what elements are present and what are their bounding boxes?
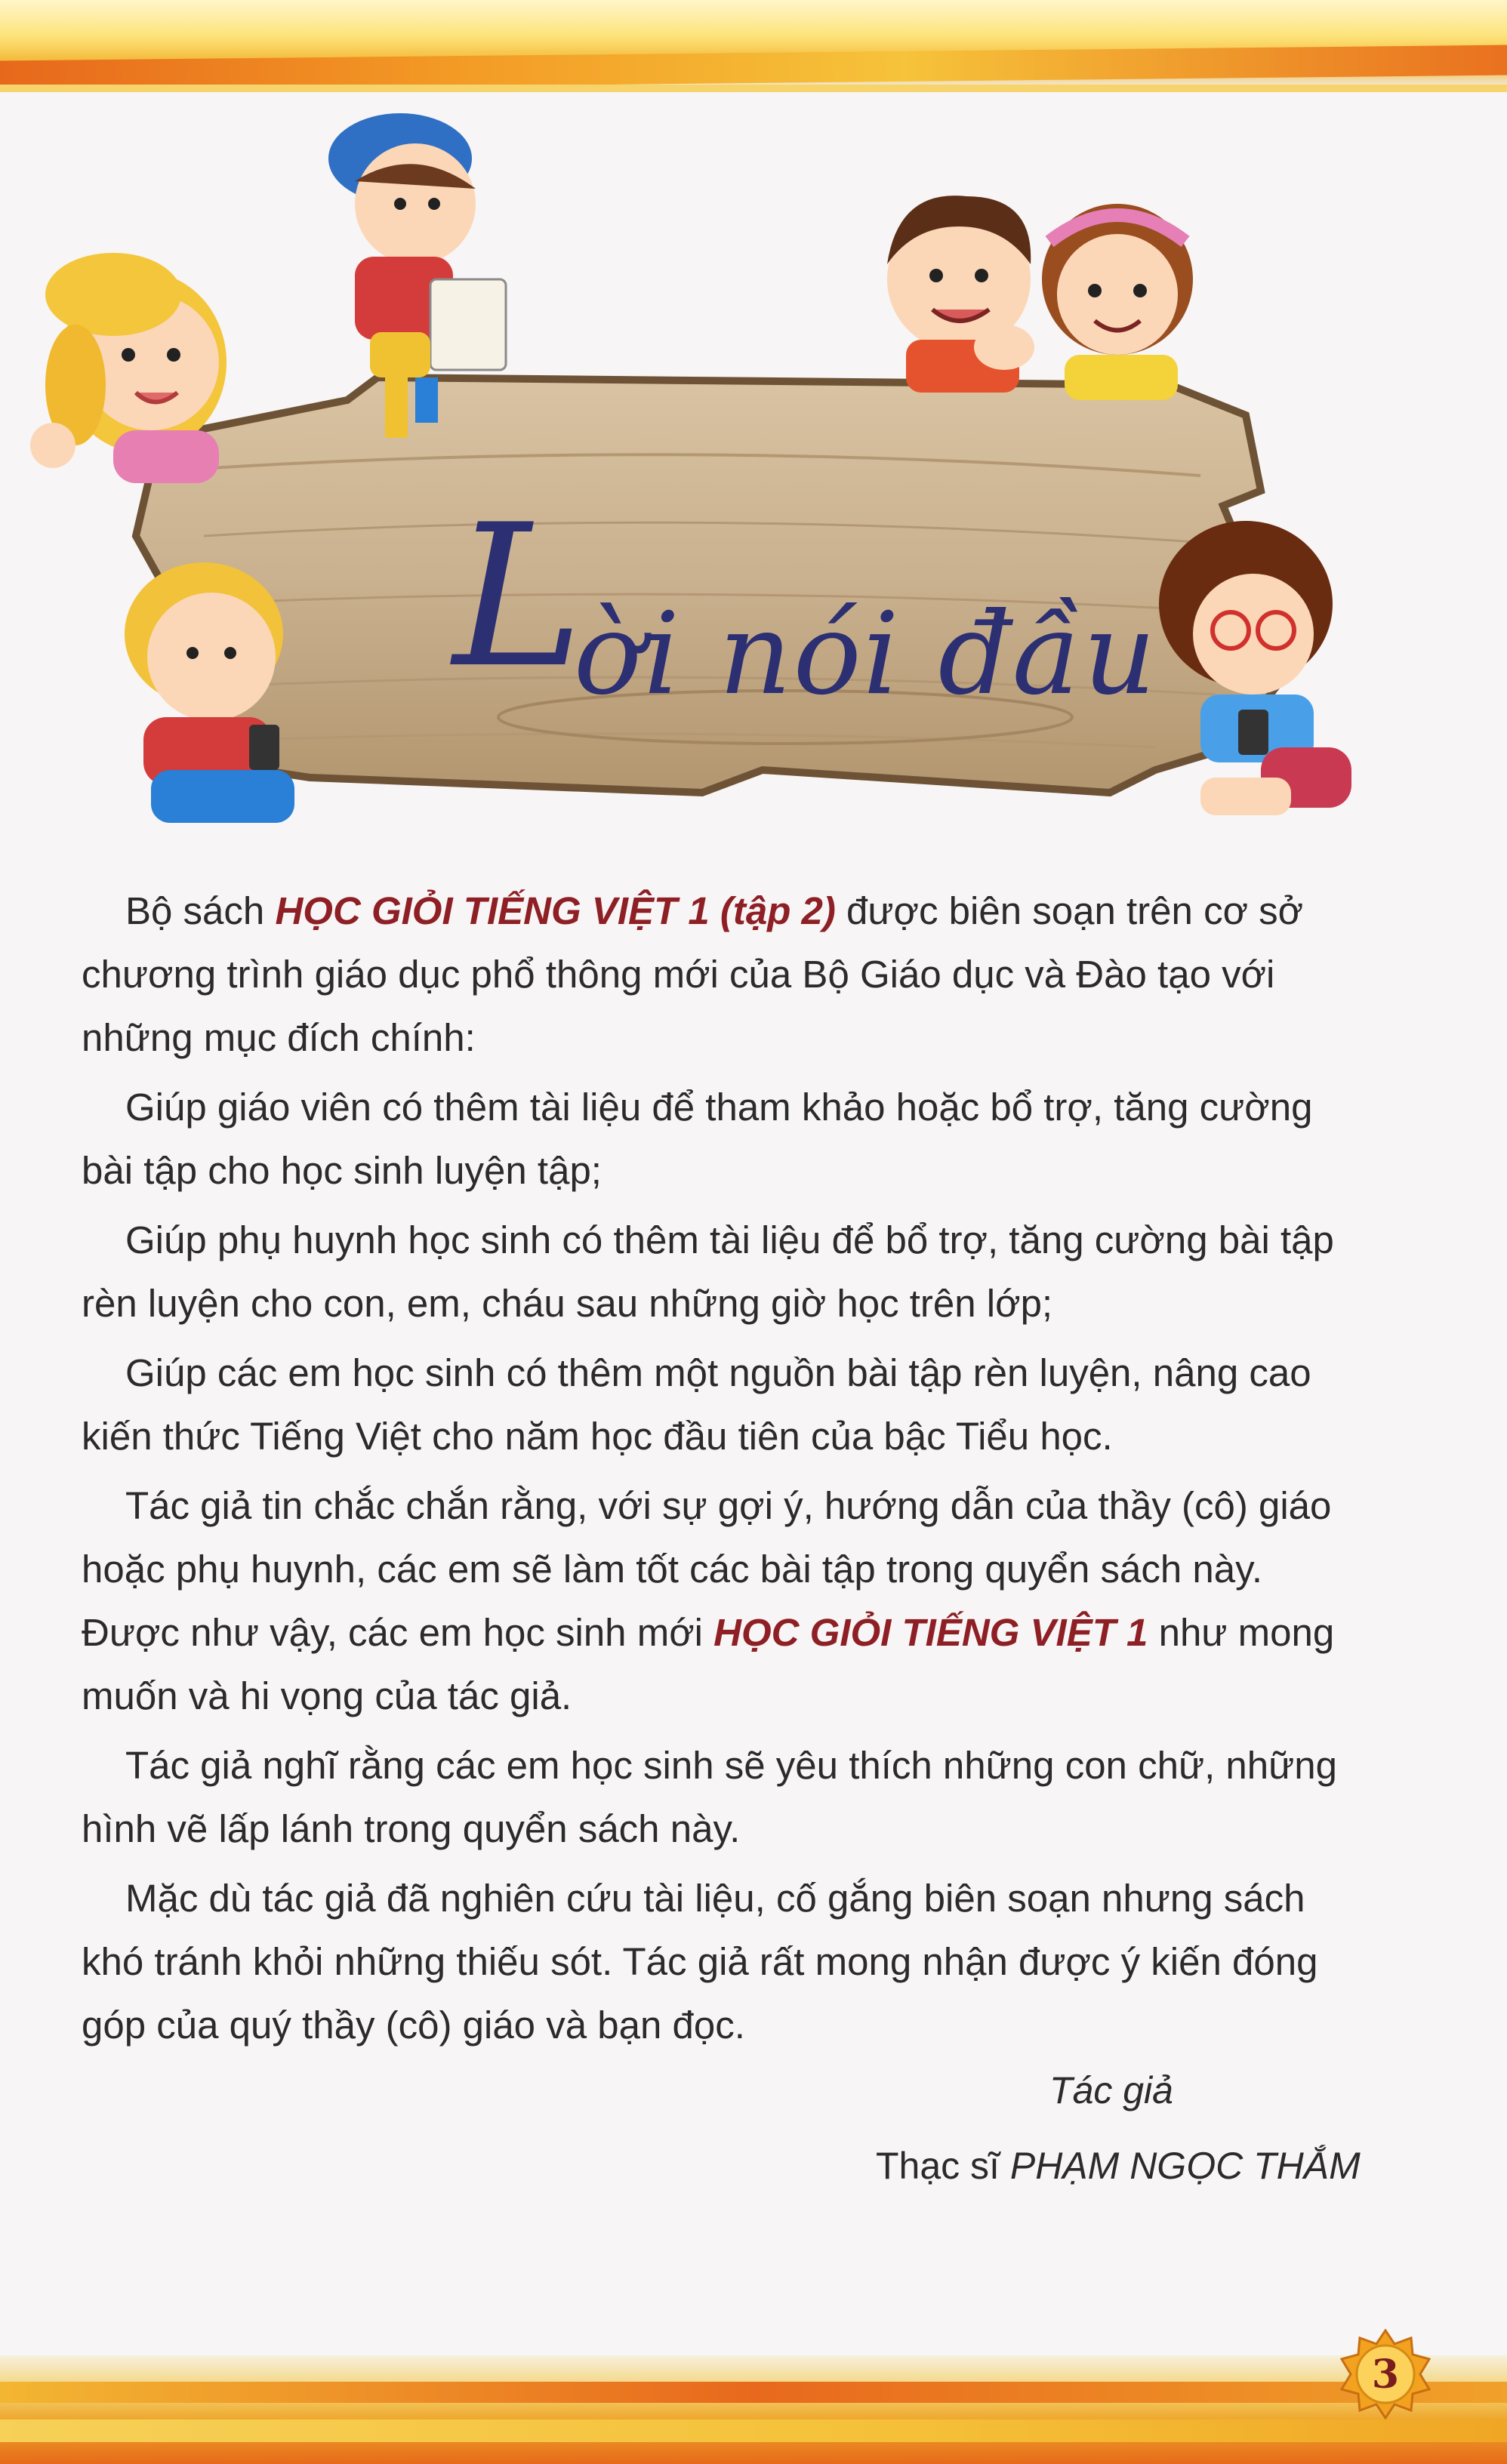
closing-text-1b: như mong muốn và hi vọng của tác giả.	[82, 1611, 1335, 1717]
closing-paragraph-3	[82, 1867, 1365, 2057]
author-name-line	[876, 2144, 1361, 2188]
author-name: PHẠM NGỌC THẮM	[1009, 2145, 1361, 2187]
intro-rest: được biên soạn trên cơ sở chương trình giáo dục phổ thông mới của Bộ Giáo dục và Đào tạo với những mục đích chính:	[82, 889, 1304, 1059]
bottom-decorative-band	[0, 2355, 1507, 2464]
bottom-orange-stripe	[0, 2382, 1507, 2403]
closing-paragraph-1	[82, 1474, 1365, 1728]
girl-blonde-illustration	[30, 253, 227, 483]
preface-body	[82, 879, 1365, 2063]
wooden-sign-illustration	[23, 113, 1442, 868]
intro-lead: Bộ sách	[125, 889, 276, 932]
page-title-text: ời nói đầu	[574, 589, 1158, 720]
author-degree: Thạc sĩ	[876, 2145, 1010, 2187]
closing-text-2: Tác giả nghĩ rằng các em học sinh sẽ yêu thích những con chữ, những hình vẽ lấp lánh trong quyển sách này.	[82, 1744, 1338, 1850]
closing-paragraph-2	[82, 1734, 1365, 1861]
purpose-text-3: Giúp các em học sinh có thêm một nguồn bài tập rèn luyện, nâng cao kiến thức Tiếng Việt cho năm học đầu tiên của bậc Tiểu học.	[82, 1351, 1311, 1458]
purpose-paragraph-2	[82, 1209, 1365, 1335]
page-title-initial: L	[453, 483, 584, 711]
purpose-paragraph-1	[82, 1076, 1365, 1203]
author-role: Tác giả	[1049, 2069, 1173, 2111]
boy-brown-hair-illustration	[887, 196, 1034, 393]
page-title	[574, 589, 1178, 720]
book-title-highlight-2: HỌC GIỎI TIẾNG VIỆT 1	[713, 1611, 1148, 1654]
wooden-board	[136, 377, 1276, 793]
closing-text-3: Mặc dù tác giả đã nghiên cứu tài liệu, cố gắng biên soạn nhưng sách khó tránh khỏi những thiếu sót. Tác giả rất mong nhận được ý kiến đóng góp của quý thầy (cô) giáo và bạn đọc.	[82, 1877, 1318, 2047]
purpose-text-1: Giúp giáo viên có thêm tài liệu để tham khảo hoặc bổ trợ, tăng cường bài tập cho học sinh luyện tập;	[82, 1086, 1313, 1192]
purpose-text-2: Giúp phụ huynh học sinh có thêm tài liệu để bổ trợ, tăng cường bài tập rèn luyện cho con, em, cháu sau những giờ học trên lớp;	[82, 1218, 1334, 1325]
intro-paragraph	[82, 879, 1365, 1070]
top-yellow-stripe	[0, 85, 1507, 92]
bottom-yellow-stripe	[0, 2419, 1507, 2442]
page-number-badge	[1340, 2329, 1431, 2419]
book-title-highlight: HỌC GIỎI TIẾNG VIỆT 1 (tập 2)	[275, 889, 836, 932]
girl-headband-illustration	[1042, 204, 1193, 400]
purpose-paragraph-3	[82, 1341, 1365, 1468]
page-number: 3	[1371, 2351, 1400, 2398]
closing-text-1a: Tác giả tin chắc chắn rằng, với sự gợi ý, hướng dẫn của thầy (cô) giáo hoặc phụ huynh, các em sẽ làm tốt các bài tập trong quyển sách này. Được như vậy, các em học sinh mới	[82, 1484, 1332, 1654]
